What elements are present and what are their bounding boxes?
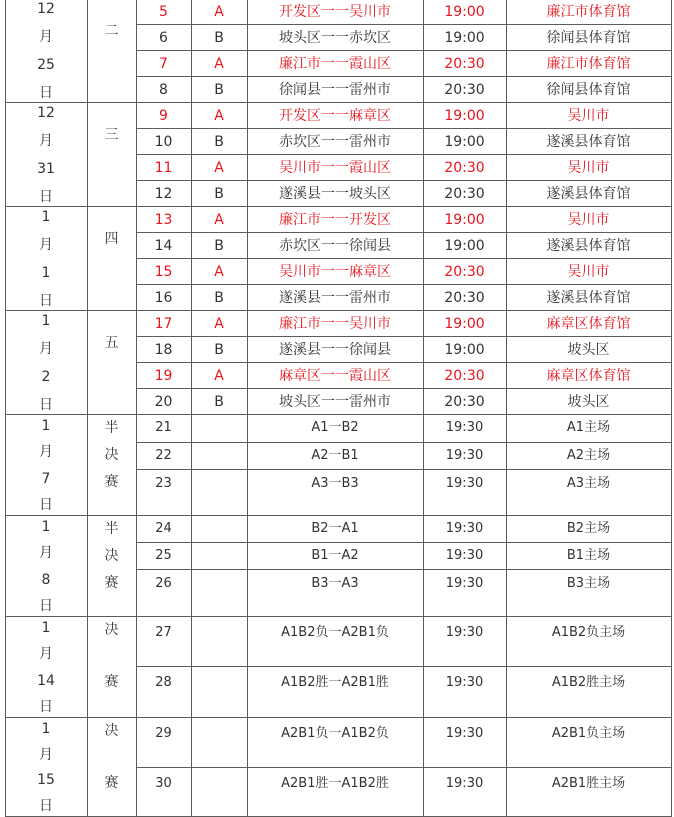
weekday-text: 三 <box>104 127 119 143</box>
column-divider <box>136 0 137 817</box>
teams-cell: 赤坎区一一徐闻县 <box>279 238 391 254</box>
teams-cell: A2B1负一A1B2负 <box>281 726 389 741</box>
time-cell: 19:30 <box>445 625 484 640</box>
teams-cell: B2一A1 <box>311 521 359 536</box>
column-divider <box>423 0 424 817</box>
stage-char: 决 <box>104 447 119 463</box>
date-cell <box>5 103 87 207</box>
date-char: 7 <box>41 470 51 487</box>
time-cell: 19:30 <box>445 448 484 463</box>
teams-cell: B1一A2 <box>311 548 359 563</box>
column-divider <box>87 0 88 817</box>
teams-cell: 吴川市一一霞山区 <box>279 160 391 176</box>
group-cell <box>191 543 247 570</box>
date-cell <box>5 207 87 311</box>
stage-char: 赛 <box>104 674 119 690</box>
time-cell: 20:30 <box>444 160 485 176</box>
venue-cell: 吴川市 <box>567 264 610 280</box>
venue-cell: 遂溪县体育馆 <box>546 238 631 254</box>
venue-cell: A1主场 <box>566 420 611 435</box>
no-cell: 19 <box>154 368 173 384</box>
teams-cell: 廉江市一一吴川市 <box>279 316 391 332</box>
time-cell: 20:30 <box>444 82 485 98</box>
venue-cell: 坡头区 <box>567 342 610 358</box>
weekday-cell <box>87 718 136 817</box>
date-char: 月 <box>39 545 53 562</box>
venue-cell: 遂溪县体育馆 <box>546 134 631 150</box>
time-cell: 19:30 <box>445 548 484 563</box>
teams-cell: 麻章区一一霞山区 <box>279 368 391 384</box>
group-cell <box>191 470 247 516</box>
time-cell: 19:30 <box>445 521 484 536</box>
time-cell: 19:30 <box>445 476 484 491</box>
row-divider <box>136 362 671 363</box>
teams-cell: 开发区一一吴川市 <box>279 4 391 20</box>
date-char: 1 <box>41 620 51 636</box>
teams-cell: 吴川市一一麻章区 <box>279 264 391 280</box>
row-divider <box>136 469 671 470</box>
teams-cell: A2B1胜一A1B2胜 <box>281 776 389 791</box>
time-cell: 19:00 <box>444 212 485 228</box>
teams-cell: 开发区一一麻章区 <box>279 108 391 124</box>
date-char: 月 <box>39 133 53 149</box>
no-cell: 16 <box>154 290 173 306</box>
group-cell <box>191 516 247 543</box>
date-char: 14 <box>37 672 55 689</box>
weekday-text: 二 <box>104 23 119 39</box>
teams-cell: A1一B2 <box>311 420 359 435</box>
no-cell: 28 <box>155 675 172 690</box>
date-char: 12 <box>37 105 55 121</box>
teams-cell: 遂溪县一一徐闻县 <box>279 342 391 358</box>
date-char: 日 <box>39 597 53 614</box>
teams-cell: A1B2胜一A2B1胜 <box>281 675 389 690</box>
no-cell: 17 <box>154 316 173 332</box>
stage-char: 决 <box>104 622 119 638</box>
group-cell: A <box>214 264 224 280</box>
row-divider <box>136 258 671 259</box>
time-cell: 19:00 <box>444 134 485 150</box>
row-divider <box>136 180 671 181</box>
stage-char: 决 <box>104 548 119 564</box>
date-char: 日 <box>39 397 53 413</box>
weekday-cell <box>87 311 136 415</box>
row-divider <box>136 542 671 543</box>
group-cell: A <box>214 56 224 72</box>
venue-cell: 吴川市 <box>567 212 610 228</box>
time-cell: 20:30 <box>444 394 485 410</box>
date-char: 月 <box>39 444 53 461</box>
venue-cell: B1主场 <box>566 548 611 563</box>
date-char: 日 <box>39 189 53 205</box>
venue-cell: 坡头区 <box>567 394 610 410</box>
teams-cell: 遂溪县一一雷州市 <box>279 290 391 306</box>
time-cell: 19:00 <box>444 4 485 20</box>
no-cell: 22 <box>155 448 172 463</box>
date-cell <box>5 516 87 617</box>
stage-char: 赛 <box>104 775 119 791</box>
date-char: 2 <box>41 369 51 385</box>
teams-cell: 遂溪县一一坡头区 <box>279 186 391 202</box>
group-cell: B <box>214 82 224 98</box>
column-divider <box>506 0 507 817</box>
no-cell: 10 <box>154 134 173 150</box>
date-cell <box>5 617 87 718</box>
row-divider <box>136 666 671 667</box>
date-cell <box>5 718 87 817</box>
row-divider <box>136 76 671 77</box>
time-cell: 20:30 <box>444 186 485 202</box>
venue-cell: 麻章区体育馆 <box>546 316 631 332</box>
stage-char: 半 <box>104 521 119 537</box>
weekday-cell <box>87 207 136 311</box>
date-char: 日 <box>39 85 53 101</box>
no-cell: 13 <box>154 212 173 228</box>
time-cell: 20:30 <box>444 264 485 280</box>
column-divider <box>191 0 192 817</box>
time-cell: 20:30 <box>444 56 485 72</box>
venue-cell: A2B1负主场 <box>551 726 626 741</box>
venue-cell: A3主场 <box>566 476 611 491</box>
date-char: 日 <box>39 496 53 513</box>
weekday-text: 五 <box>104 335 119 351</box>
group-cell: A <box>214 368 224 384</box>
group-cell <box>191 617 247 667</box>
row-divider <box>136 50 671 51</box>
group-cell: B <box>214 30 224 46</box>
time-cell: 19:30 <box>445 576 484 591</box>
teams-cell: A3一B3 <box>311 476 359 491</box>
group-cell: A <box>214 160 224 176</box>
group-cell <box>191 570 247 617</box>
venue-cell: 徐闻县体育馆 <box>546 30 631 46</box>
no-cell: 18 <box>154 342 173 358</box>
time-cell: 19:00 <box>444 342 485 358</box>
venue-cell: 吴川市 <box>567 108 610 124</box>
date-char: 日 <box>39 698 53 715</box>
group-cell: B <box>214 238 224 254</box>
teams-cell: A2一B1 <box>311 448 359 463</box>
no-cell: 30 <box>155 776 172 791</box>
no-cell: 11 <box>154 160 173 176</box>
date-char: 12 <box>37 1 55 17</box>
venue-cell: A2主场 <box>566 448 611 463</box>
date-cell <box>5 415 87 516</box>
date-char: 月 <box>39 29 53 45</box>
venue-cell: A1B2胜主场 <box>551 675 626 690</box>
teams-cell: 徐闻县一一雷州市 <box>279 82 391 98</box>
weekday-cell <box>87 415 136 516</box>
weekday-cell <box>87 0 136 103</box>
weekday-cell <box>87 103 136 207</box>
date-char: 日 <box>39 293 53 309</box>
group-cell: A <box>214 108 224 124</box>
teams-cell: 坡头区一一雷州市 <box>279 394 391 410</box>
date-char: 1 <box>41 209 51 225</box>
no-cell: 25 <box>155 548 172 563</box>
no-cell: 20 <box>154 394 173 410</box>
row-divider <box>136 442 671 443</box>
group-cell: B <box>214 134 224 150</box>
venue-cell: 遂溪县体育馆 <box>546 186 631 202</box>
date-char: 1 <box>41 265 51 281</box>
no-cell: 15 <box>154 264 173 280</box>
row-divider <box>136 24 671 25</box>
date-char: 8 <box>41 571 51 588</box>
time-cell: 19:30 <box>445 776 484 791</box>
group-cell <box>191 667 247 718</box>
row-divider <box>136 767 671 768</box>
row-divider <box>136 569 671 570</box>
no-cell: 26 <box>155 576 172 591</box>
group-cell <box>191 415 247 443</box>
date-char: 31 <box>37 161 55 177</box>
group-cell: B <box>214 342 224 358</box>
no-cell: 21 <box>155 420 172 435</box>
date-cell <box>5 0 87 103</box>
date-char: 1 <box>41 721 51 737</box>
time-cell: 19:00 <box>444 108 485 124</box>
teams-cell: 廉江市一一霞山区 <box>279 56 391 72</box>
time-cell: 20:30 <box>444 290 485 306</box>
row-divider <box>136 388 671 389</box>
row-divider <box>136 232 671 233</box>
no-cell: 23 <box>155 476 172 491</box>
stage-char: 决 <box>104 723 119 739</box>
group-cell: A <box>214 316 224 332</box>
group-cell <box>191 768 247 817</box>
time-cell: 19:30 <box>445 675 484 690</box>
teams-cell: B3一A3 <box>311 576 359 591</box>
no-cell: 14 <box>154 238 173 254</box>
weekday-cell <box>87 516 136 617</box>
no-cell: 8 <box>159 82 168 98</box>
venue-cell: 麻章区体育馆 <box>546 368 631 384</box>
stage-char: 赛 <box>104 474 119 490</box>
column-divider <box>671 0 672 817</box>
teams-cell: 赤坎区一一雷州市 <box>279 134 391 150</box>
group-cell: B <box>214 394 224 410</box>
group-cell: A <box>214 212 224 228</box>
venue-cell: B2主场 <box>566 521 611 536</box>
row-divider <box>136 336 671 337</box>
date-char: 1 <box>41 519 51 535</box>
teams-cell: A1B2负一A2B1负 <box>281 625 389 640</box>
group-cell: A <box>214 4 224 20</box>
date-char: 25 <box>37 57 55 73</box>
time-cell: 19:30 <box>445 420 484 435</box>
date-cell <box>5 311 87 415</box>
teams-cell: 坡头区一一赤坎区 <box>279 30 391 46</box>
weekday-cell <box>87 617 136 718</box>
venue-cell: 吴川市 <box>567 160 610 176</box>
row-divider <box>136 154 671 155</box>
venue-cell: 徐闻县体育馆 <box>546 82 631 98</box>
teams-cell: 廉江市一一开发区 <box>279 212 391 228</box>
venue-cell: 廉江市体育馆 <box>546 56 631 72</box>
date-char: 1 <box>41 313 51 329</box>
time-cell: 19:30 <box>445 726 484 741</box>
row-divider <box>136 128 671 129</box>
stage-char: 半 <box>104 420 119 436</box>
venue-cell: B3主场 <box>566 576 611 591</box>
group-cell <box>191 718 247 768</box>
time-cell: 20:30 <box>444 368 485 384</box>
time-cell: 19:00 <box>444 238 485 254</box>
no-cell: 27 <box>155 625 172 640</box>
column-divider <box>247 0 248 817</box>
no-cell: 9 <box>159 108 168 124</box>
no-cell: 29 <box>155 726 172 741</box>
no-cell: 6 <box>159 30 168 46</box>
date-char: 日 <box>39 797 53 814</box>
row-divider <box>136 284 671 285</box>
date-char: 月 <box>39 646 53 663</box>
date-char: 月 <box>39 746 53 763</box>
venue-cell: A1B2负主场 <box>551 625 626 640</box>
group-cell: B <box>214 186 224 202</box>
group-cell: B <box>214 290 224 306</box>
date-char: 月 <box>39 237 53 253</box>
no-cell: 24 <box>155 521 172 536</box>
stage-char: 赛 <box>104 575 119 591</box>
venue-cell: 遂溪县体育馆 <box>546 290 631 306</box>
date-char: 1 <box>41 418 51 434</box>
venue-cell: 廉江市体育馆 <box>546 4 631 20</box>
no-cell: 12 <box>154 186 173 202</box>
time-cell: 19:00 <box>444 316 485 332</box>
weekday-text: 四 <box>104 231 119 247</box>
time-cell: 19:00 <box>444 30 485 46</box>
date-char: 15 <box>37 772 55 789</box>
venue-cell: A2B1胜主场 <box>551 776 626 791</box>
group-cell <box>191 443 247 470</box>
date-char: 月 <box>39 341 53 357</box>
no-cell: 5 <box>159 4 168 20</box>
column-divider <box>5 0 6 817</box>
no-cell: 7 <box>159 56 168 72</box>
